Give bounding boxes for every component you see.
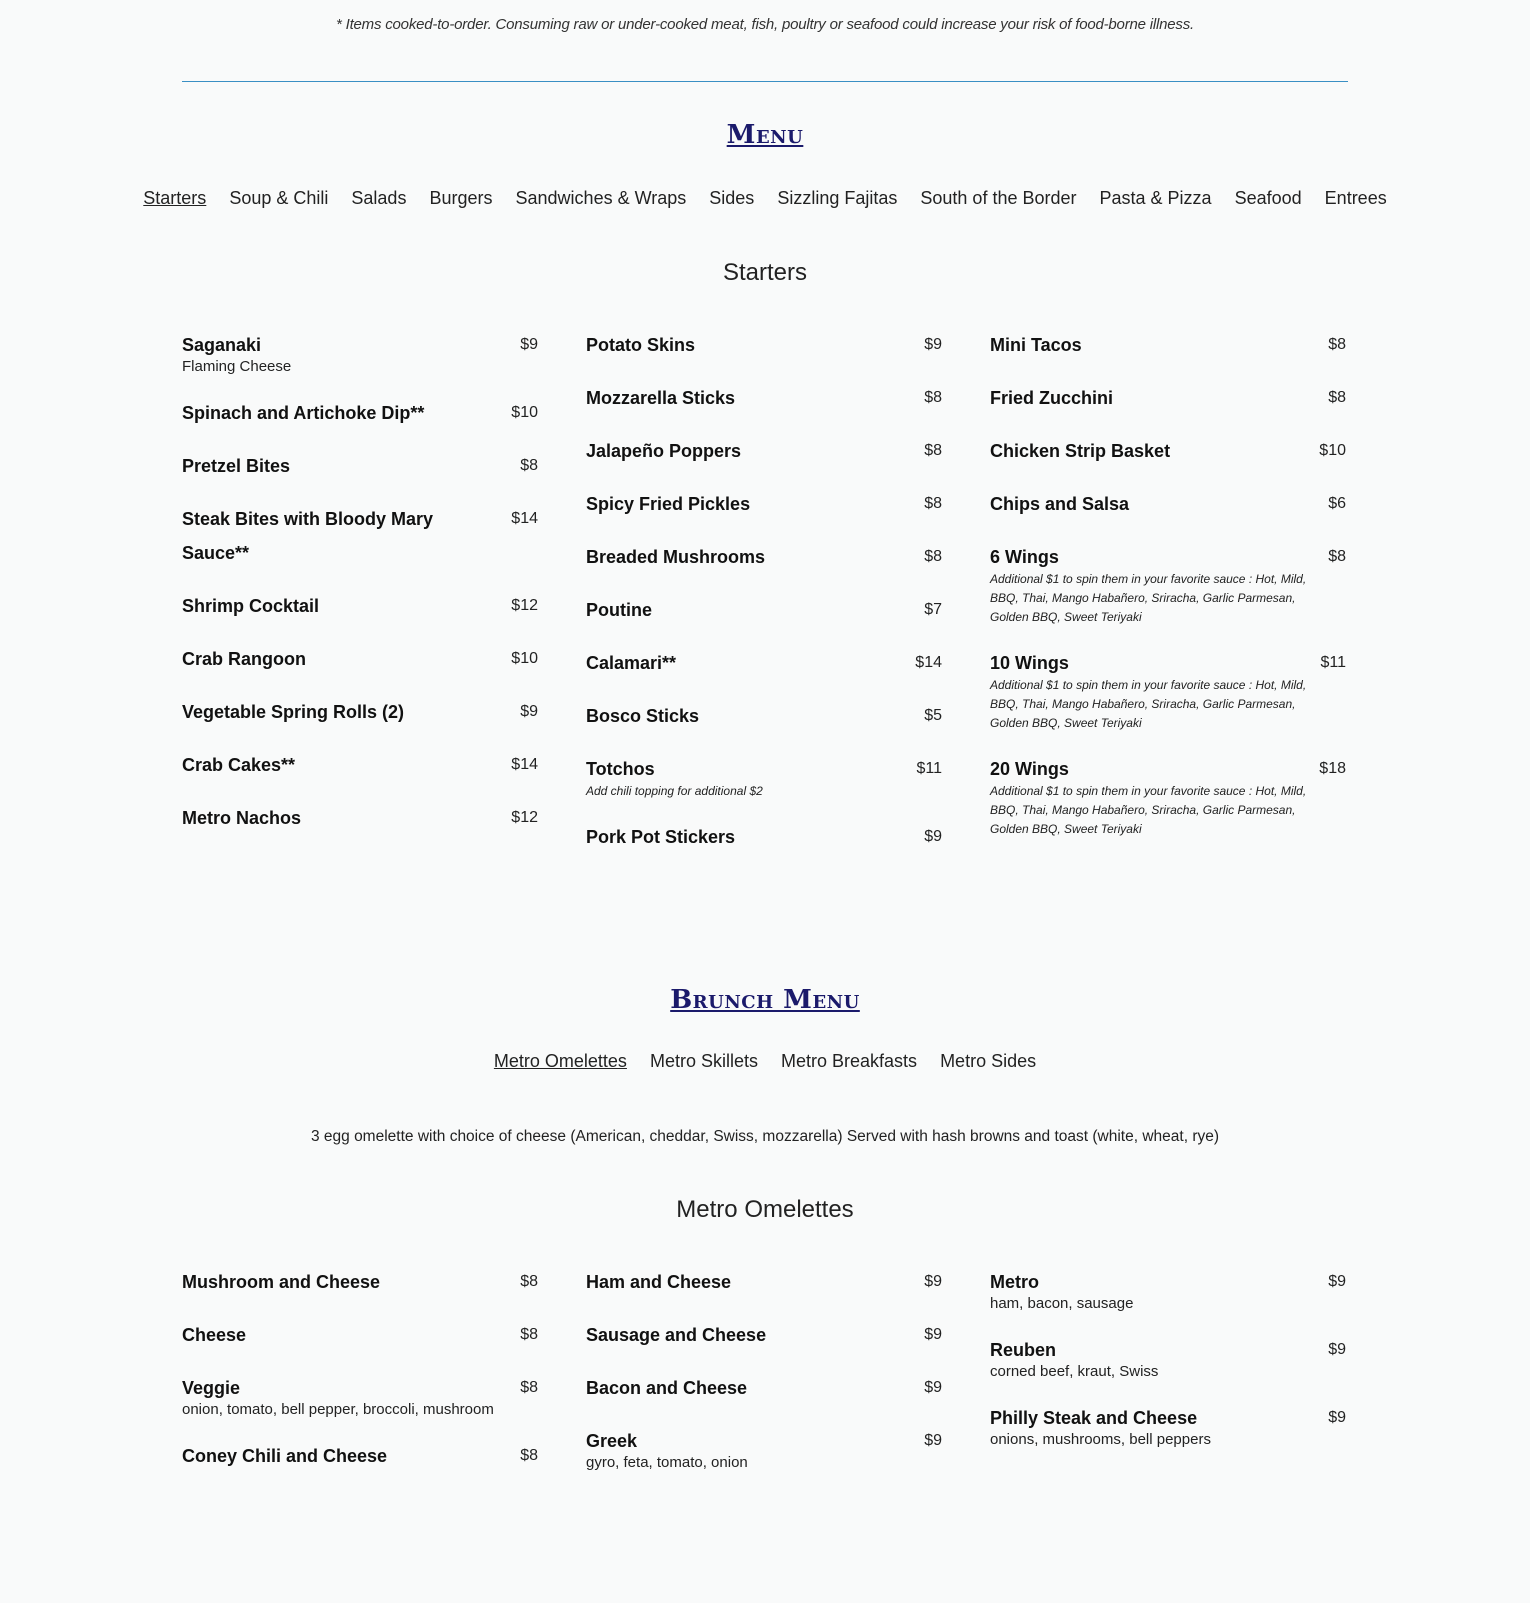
item-price: $9 — [924, 828, 942, 845]
menu-item — [990, 540, 1346, 627]
item-name: Greek — [586, 1431, 638, 1451]
tab-entrees[interactable]: Entrees — [1324, 188, 1387, 208]
tab-metro-skillets[interactable]: Metro Skillets — [649, 1051, 758, 1071]
menu-item — [586, 1318, 942, 1352]
menu-item — [182, 449, 538, 483]
tab-salads[interactable]: Salads — [351, 188, 407, 208]
item-price: $8 — [1328, 389, 1346, 406]
item-name: Bacon and Cheese — [586, 1378, 748, 1398]
item-price: $6 — [1328, 495, 1346, 512]
item-price: $5 — [924, 707, 942, 724]
item-name: Veggie — [182, 1378, 241, 1398]
menu-item — [586, 328, 942, 362]
item-price: $9 — [924, 1432, 942, 1449]
menu-item — [586, 1265, 942, 1299]
item-name: Philly Steak and Cheese — [990, 1408, 1198, 1428]
menu-item — [990, 646, 1346, 733]
menu-category-nav — [0, 188, 1530, 209]
item-name: Chips and Salsa — [990, 494, 1130, 514]
menu-column-1 — [182, 328, 538, 854]
menu-item — [990, 381, 1346, 415]
item-name: 20 Wings — [990, 759, 1069, 779]
item-name: Sausage and Cheese — [586, 1325, 767, 1345]
item-price: $9 — [924, 1326, 942, 1343]
item-price: $8 — [520, 1447, 538, 1464]
item-name: Mozzarella Sticks — [586, 388, 736, 408]
item-price: $8 — [1328, 336, 1346, 353]
menu-title: Menu — [726, 120, 804, 150]
item-price: $9 — [1328, 1273, 1346, 1290]
item-name: Totchos — [586, 759, 655, 779]
tab-soup-chili[interactable]: Soup & Chili — [229, 188, 329, 208]
item-price: $8 — [520, 457, 538, 474]
brunch-category-nav — [0, 1051, 1530, 1072]
item-name: Pork Pot Stickers — [586, 827, 736, 847]
item-description: onions, mushrooms, bell peppers — [990, 1431, 1211, 1448]
item-price: $11 — [1320, 654, 1346, 671]
item-name: Mushroom and Cheese — [182, 1272, 381, 1292]
tab-seafood[interactable]: Seafood — [1234, 188, 1302, 208]
item-price: $12 — [511, 809, 538, 826]
item-price: $8 — [924, 548, 942, 565]
item-price: $11 — [916, 760, 942, 777]
item-price: $8 — [520, 1379, 538, 1396]
item-price: $9 — [924, 1379, 942, 1396]
menu-item — [586, 1424, 942, 1473]
tab-sides[interactable]: Sides — [709, 188, 755, 208]
menu-item — [182, 748, 538, 782]
item-price: $8 — [1328, 548, 1346, 565]
menu-item — [182, 642, 538, 676]
menu-item — [586, 752, 942, 801]
item-description: Flaming Cheese — [182, 358, 292, 375]
item-price: $12 — [511, 597, 538, 614]
item-price: $9 — [924, 336, 942, 353]
menu-item — [182, 328, 538, 377]
item-price: $8 — [924, 442, 942, 459]
category-heading: Starters — [722, 259, 808, 286]
item-name: Crab Cakes** — [182, 755, 296, 775]
item-price: $9 — [1328, 1409, 1346, 1426]
item-note: Additional $1 to spin them in your favorite sauce : Hot, Mild, BBQ, Thai, Mango Habañero, Sriracha, Garlic Parmesan, Golden BBQ, Sweet Teriyaki — [990, 678, 1307, 730]
item-name: Mini Tacos — [990, 335, 1082, 355]
item-name: Shrimp Cocktail — [182, 596, 320, 616]
item-price: $9 — [520, 703, 538, 720]
tab-sizzling-fajitas[interactable]: Sizzling Fajitas — [777, 188, 898, 208]
menu-item — [182, 502, 538, 570]
food-safety-disclaimer: * Items cooked-to-order. Consuming raw or under-cooked meat, fish, poultry or seafood could increase your risk of food-borne illness. — [336, 16, 1194, 33]
item-price: $10 — [511, 650, 538, 667]
item-name: Saganaki — [182, 335, 262, 355]
brunch-column-2 — [586, 1265, 942, 1492]
item-name: Chicken Strip Basket — [990, 441, 1171, 461]
tab-metro-sides[interactable]: Metro Sides — [940, 1051, 1037, 1071]
item-price: $10 — [511, 404, 538, 421]
brunch-column-3 — [990, 1265, 1346, 1469]
menu-item — [990, 328, 1346, 362]
menu-item — [990, 1333, 1346, 1382]
menu-item — [586, 434, 942, 468]
item-description: corned beef, kraut, Swiss — [990, 1363, 1159, 1380]
menu-item — [182, 1318, 538, 1352]
tab-sandwiches-wraps[interactable]: Sandwiches & Wraps — [515, 188, 687, 208]
menu-item — [586, 820, 942, 854]
item-name: Poutine — [586, 600, 652, 620]
item-name: Reuben — [990, 1340, 1057, 1360]
tab-metro-breakfasts[interactable]: Metro Breakfasts — [781, 1051, 918, 1071]
item-price: $14 — [511, 756, 538, 773]
item-name: Bosco Sticks — [586, 706, 700, 726]
item-description: onion, tomato, bell pepper, broccoli, mushroom — [182, 1401, 494, 1418]
item-price: $14 — [915, 654, 942, 671]
item-name: Potato Skins — [586, 335, 696, 355]
item-name: Spicy Fried Pickles — [586, 494, 751, 514]
menu-item — [990, 487, 1346, 521]
menu-item — [182, 801, 538, 835]
item-price: $18 — [1319, 760, 1346, 777]
item-name: Spinach and Artichoke Dip** — [182, 403, 425, 423]
tab-burgers[interactable]: Burgers — [429, 188, 493, 208]
item-name: Ham and Cheese — [586, 1272, 732, 1292]
item-price: $8 — [924, 495, 942, 512]
menu-item — [990, 1265, 1346, 1314]
item-price: $9 — [1328, 1341, 1346, 1358]
omelette-intro: 3 egg omelette with choice of cheese (American, cheddar, Swiss, mozzarella) Served with hash browns and toast (white, wheat, rye) — [310, 1128, 1220, 1145]
item-name: Cheese — [182, 1325, 247, 1345]
menu-item — [990, 434, 1346, 468]
item-price: $10 — [1319, 442, 1346, 459]
menu-item — [182, 1439, 538, 1473]
item-name: Jalapeño Poppers — [586, 441, 742, 461]
brunch-column-1 — [182, 1265, 538, 1492]
item-description: gyro, feta, tomato, onion — [586, 1454, 748, 1471]
menu-item — [586, 699, 942, 733]
tab-pasta-pizza[interactable]: Pasta & Pizza — [1099, 188, 1212, 208]
menu-item — [990, 1401, 1346, 1450]
item-name: Calamari** — [586, 653, 677, 673]
item-name: 6 Wings — [990, 547, 1059, 567]
item-name: Metro — [990, 1272, 1039, 1292]
menu-item — [586, 1371, 942, 1405]
item-note: Additional $1 to spin them in your favorite sauce : Hot, Mild, BBQ, Thai, Mango Habañero, Sriracha, Garlic Parmesan, Golden BBQ, Sweet Teriyaki — [990, 784, 1307, 836]
divider — [182, 81, 1348, 82]
menu-item — [586, 540, 942, 574]
item-price: $7 — [924, 601, 942, 618]
item-name: Steak Bites with Bloody Mary Sauce** — [182, 509, 434, 563]
menu-item — [182, 396, 538, 430]
item-note: Add chili topping for additional $2 — [586, 784, 763, 798]
menu-item — [182, 695, 538, 729]
menu-item — [586, 487, 942, 521]
category-heading: Metro Omelettes — [676, 1196, 854, 1223]
menu-column-2 — [586, 328, 942, 873]
item-name: Metro Nachos — [182, 808, 302, 828]
menu-item — [990, 752, 1346, 839]
item-name: Crab Rangoon — [182, 649, 306, 669]
item-name: Vegetable Spring Rolls (2) — [182, 702, 405, 722]
item-price: $9 — [520, 336, 538, 353]
item-name: Pretzel Bites — [182, 456, 291, 476]
menu-item — [586, 646, 942, 680]
item-price: $8 — [924, 389, 942, 406]
menu-item — [182, 1371, 538, 1420]
item-price: $9 — [924, 1273, 942, 1290]
item-name: Coney Chili and Cheese — [182, 1446, 388, 1466]
item-price: $14 — [511, 510, 538, 527]
item-name: Breaded Mushrooms — [586, 547, 766, 567]
item-note: Additional $1 to spin them in your favorite sauce : Hot, Mild, BBQ, Thai, Mango Habañero, Sriracha, Garlic Parmesan, Golden BBQ, Sweet Teriyaki — [990, 572, 1307, 624]
brunch-menu-title: Brunch Menu — [670, 985, 860, 1015]
menu-column-3 — [990, 328, 1346, 858]
item-price: $8 — [520, 1273, 538, 1290]
menu-item — [182, 1265, 538, 1299]
item-name: 10 Wings — [990, 653, 1069, 673]
menu-item — [586, 381, 942, 415]
menu-item — [182, 589, 538, 623]
menu-item — [586, 593, 942, 627]
item-name: Fried Zucchini — [990, 388, 1114, 408]
tab-metro-omelettes[interactable]: Metro Omelettes — [493, 1051, 627, 1071]
item-description: ham, bacon, sausage — [990, 1295, 1134, 1312]
tab-starters[interactable]: Starters — [143, 188, 207, 208]
item-price: $8 — [520, 1326, 538, 1343]
tab-south-of-the-border[interactable]: South of the Border — [920, 188, 1077, 208]
